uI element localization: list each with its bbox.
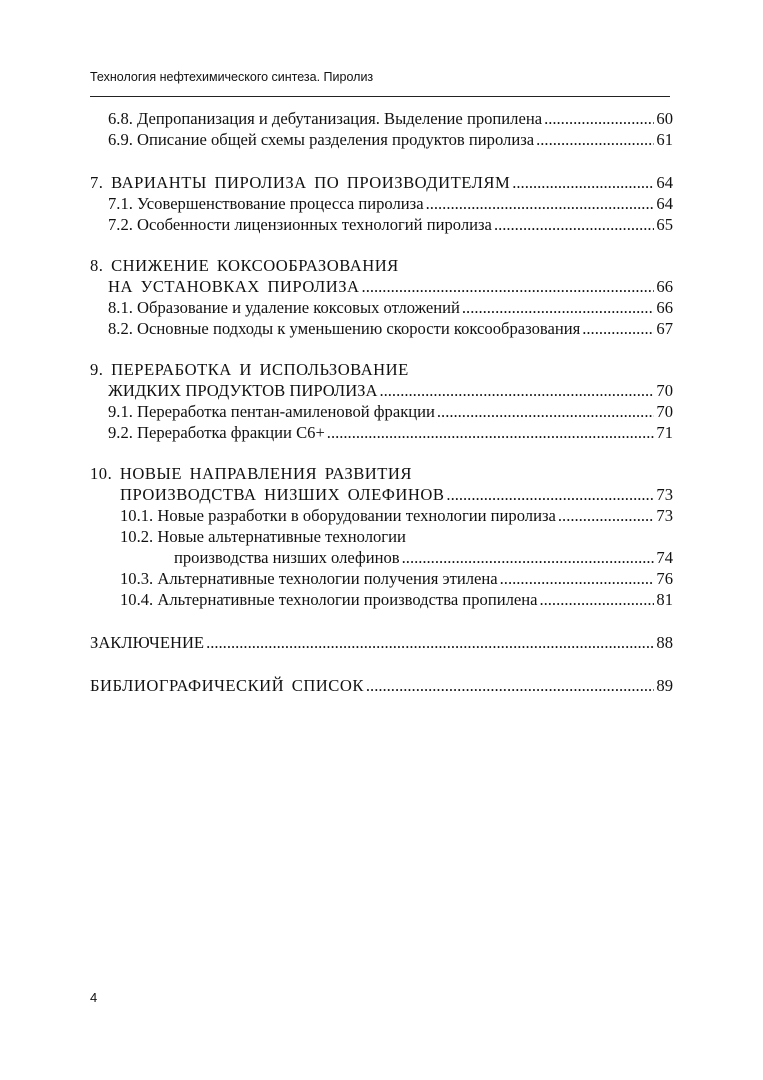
dot-leader [366, 675, 655, 696]
dot-leader [426, 193, 655, 214]
toc-entry-label: 10. НОВЫЕ НАПРАВЛЕНИЯ РАЗВИТИЯ [90, 464, 412, 483]
toc-entry-10[interactable] [90, 484, 673, 505]
toc-entry-7-1[interactable] [90, 193, 673, 214]
dot-leader [402, 547, 655, 568]
toc-entry-label: ЖИДКИХ ПРОДУКТОВ ПИРОЛИЗА [108, 381, 378, 400]
toc-entry-page: 71 [656, 423, 673, 442]
toc-entry-page: 60 [656, 109, 673, 128]
dot-leader [206, 632, 654, 653]
toc-entry-page: 64 [656, 194, 673, 213]
toc-entry-label: 8.1. Образование и удаление коксовых отложений [108, 298, 460, 317]
toc-entry-page: 70 [656, 402, 673, 421]
table-of-contents [90, 108, 673, 696]
dot-leader [494, 214, 654, 235]
toc-entry-label: 10.2. Новые альтернативные технологии [120, 527, 406, 546]
toc-entry-8-line1[interactable] [90, 255, 673, 276]
running-header: Технология нефтехимического синтеза. Пиролиз [90, 70, 374, 84]
toc-entry-label: 8. СНИЖЕНИЕ КОКСООБРАЗОВАНИЯ [90, 256, 399, 275]
toc-entry-10-4[interactable] [90, 589, 673, 610]
toc-entry-label: 10.3. Альтернативные технологии получения этилена [120, 569, 498, 588]
toc-entry-page: 76 [656, 569, 673, 588]
toc-entry-page: 61 [656, 130, 673, 149]
dot-leader [362, 276, 655, 297]
dot-leader [539, 589, 654, 610]
toc-entry-label: ЗАКЛЮЧЕНИЕ [90, 633, 205, 652]
toc-entry-7-2[interactable] [90, 214, 673, 235]
toc-entry-label: 9.2. Переработка фракции С6+ [108, 423, 325, 442]
toc-entry-10-2-line1[interactable] [90, 526, 673, 547]
toc-entry-label: 9. ПЕРЕРАБОТКА И ИСПОЛЬЗОВАНИЕ [90, 360, 409, 379]
dot-leader [536, 129, 654, 150]
toc-entry-8[interactable] [90, 276, 673, 297]
dot-leader [500, 568, 655, 589]
toc-entry-label: 10.1. Новые разработки в оборудовании технологии пиролиза [120, 506, 556, 525]
toc-entry-label: ПРОИЗВОДСТВА НИЗШИХ ОЛЕФИНОВ [120, 485, 445, 504]
dot-leader [379, 380, 654, 401]
toc-entry-label: 7.2. Особенности лицензионных технологий пиролиза [108, 215, 492, 234]
toc-entry-page: 64 [656, 173, 673, 192]
toc-entry-8-1[interactable] [90, 297, 673, 318]
toc-entry-label: 7. ВАРИАНТЫ ПИРОЛИЗА ПО ПРОИЗВОДИТЕЛЯМ [90, 173, 511, 192]
toc-entry-page: 89 [656, 676, 673, 695]
toc-entry-9-2[interactable] [90, 422, 673, 443]
toc-entry-9-1[interactable] [90, 401, 673, 422]
toc-entry-page: 65 [656, 215, 673, 234]
toc-entry-10-1[interactable] [90, 505, 673, 526]
toc-entry-page: 66 [656, 298, 673, 317]
toc-entry-label: БИБЛИОГРАФИЧЕСКИЙ СПИСОК [90, 676, 364, 695]
toc-entry-9[interactable] [90, 380, 673, 401]
dot-leader [327, 422, 655, 443]
toc-entry-page: 70 [656, 381, 673, 400]
header-rule [90, 96, 670, 97]
toc-entry-9-line1[interactable] [90, 359, 673, 380]
toc-entry-bibliography[interactable] [90, 675, 673, 696]
dot-leader [582, 318, 654, 339]
dot-leader [437, 401, 655, 422]
toc-entry-page: 81 [656, 590, 673, 609]
toc-entry-page: 73 [656, 485, 673, 504]
toc-entry-page: 73 [656, 506, 673, 525]
toc-entry-7[interactable] [90, 172, 673, 193]
toc-entry-label: 6.9. Описание общей схемы разделения продуктов пиролиза [108, 130, 535, 149]
toc-entry-label: 9.1. Переработка пентан-амиленовой фракции [108, 402, 435, 421]
dot-leader [558, 505, 655, 526]
toc-entry-page: 74 [656, 548, 673, 567]
toc-entry-page: 67 [656, 319, 673, 338]
toc-entry-label: 10.4. Альтернативные технологии производства пропилена [120, 590, 538, 609]
toc-entry-label: 6.8. Депропанизация и дебутанизация. Выделение пропилена [108, 109, 543, 128]
toc-entry-label: 7.1. Усовершенствование процесса пиролиза [108, 194, 424, 213]
dot-leader [512, 172, 654, 193]
page-number: 4 [90, 990, 98, 1005]
dot-leader [462, 297, 655, 318]
toc-entry-6-9[interactable] [90, 129, 673, 150]
toc-entry-label: 8.2. Основные подходы к уменьшению скорости коксообразования [108, 319, 581, 338]
toc-entry-6-8[interactable] [90, 108, 673, 129]
toc-entry-10-2[interactable] [90, 547, 673, 568]
dot-leader [544, 108, 654, 129]
toc-entry-page: 66 [656, 277, 673, 296]
toc-entry-8-2[interactable] [90, 318, 673, 339]
toc-entry-10-line1[interactable] [90, 463, 673, 484]
toc-entry-conclusion[interactable] [90, 632, 673, 653]
toc-entry-label: НА УСТАНОВКАХ ПИРОЛИЗА [108, 277, 360, 296]
toc-entry-label: производства низших олефинов [174, 548, 400, 567]
toc-entry-page: 88 [656, 633, 673, 652]
toc-entry-10-3[interactable] [90, 568, 673, 589]
dot-leader [446, 484, 654, 505]
